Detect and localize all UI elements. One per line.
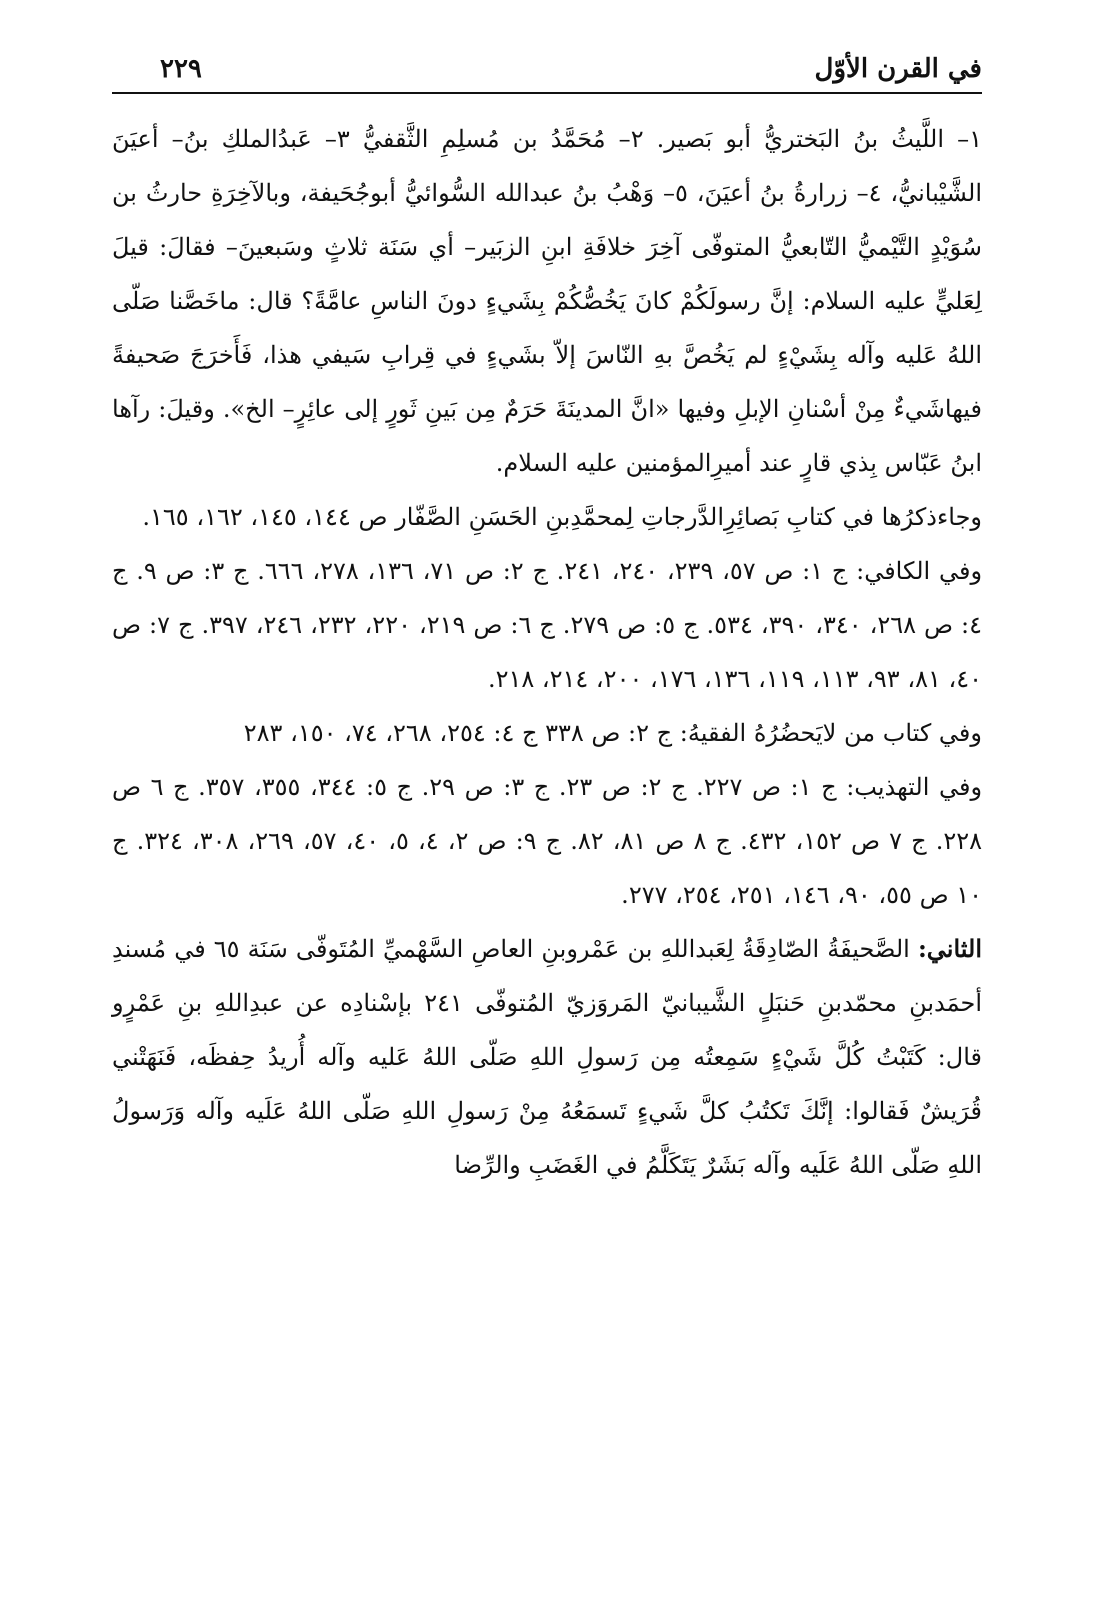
second-lead: الثاني: bbox=[917, 934, 983, 963]
running-title: في القرن الأوّل bbox=[814, 54, 982, 84]
page-number: ٢٢٩ bbox=[160, 54, 202, 84]
paragraph-tahdhib: وفي التهذيب: ج ١: ص ٢٢٧. ج ٢: ص ٢٣. ج ٣: ص ٢٩. ج ٥: ٣٤٤، ٣٥٥، ٣٥٧. ج ٦ ص ٢٢٨. ج ٧ ص ١٥٢، ٤٣٢. ج ٨ ص ٨١، ٨٢. ج ٩: ص ٢، ٤، ٥، ٤٠، ٥٧، ٢٦٩، ٣٠٨، ٣٢٤. ج ١٠ ص ٥٥، ٩٠، ١٤٦، ٢٥١، ٢٥٤، ٢٧٧. bbox=[112, 773, 983, 909]
paragraph-second-sahifa bbox=[112, 922, 982, 1192]
page-body bbox=[112, 112, 982, 1192]
paragraph-kafi: وفي الكافي: ج ١: ص ٥٧، ٢٣٩، ٢٤٠، ٢٤١. ج ٢: ص ٧١، ١٣٦، ٢٧٨، ٦٦٦. ج ٣: ص ٩. ج ٤: ص ٢٦٨، ٣٤٠، ٣٩٠، ٥٣٤. ج ٥: ص ٢٧٩. ج ٦: ص ٢١٩، ٢٢٠، ٢٣٢، ٢٤٦، ٣٩٧. ج ٧: ص ٤٠، ٨١، ٩٣، ١١٣، ١١٩، ١٣٦، ١٧٦، ٢٠٠، ٢١٤، ٢١٨. bbox=[112, 557, 983, 693]
paragraph-basair: وجاءذكرُها في كتابِ بَصائِرِالدَّرجاتِ لِمحمَّدِبنِ الحَسَنِ الصَّفّار ص ١٤٤، ١٤٥، ١٦٢، ١٦٥. bbox=[142, 503, 982, 531]
second-text: الصَّحيفَةُ الصّادِقَةُ لِعَبداللهِ بن عَمْروبنِ العاصِ السَّهْميِّ المُتَوفّى سَنَة ٦٥ في مُسندِ أحمَدبنِ محمّدبنِ حَنبَلٍ الشَّيبانيّ المَروَزيّ المُتوفّى ٢٤١ بإسْنادِه عن عبدِاللهِ بنِ عَمْرٍو قال: كَتَبْتُ كُلَّ شَيْءٍ سَمِعتُه مِن رَسولِ اللهِ صَلّى اللهُ عَليه وآله أُريدُ حِفظَه، فَنَهَتْني قُرَيشٌ فَقالوا: إنَّكَ تَكتُبُ كلَّ شَيءٍ تَسمَعُهُ مِنْ رَسولِ اللهِ صَلّى اللهُ عَلَيه وآله وَرَسولُ اللهِ صَلّى اللهُ عَلَيه وآله بَشَرٌ يَتَكَلَّمُ في الغَضَبِ والرِّضا bbox=[112, 935, 982, 1179]
page-header bbox=[112, 48, 982, 94]
paragraph-faqih: وفي كتاب من لايَحضُرُهُ الفقيهُ: ج ٢: ص ٣٣٨ ج ٤: ٢٥٤، ٢٦٨، ٧٤، ١٥٠، ٢٨٣ bbox=[243, 719, 982, 747]
paragraph-list-of-narrators: ١– اللَّيثُ بنُ البَختريُّ أبو بَصير. ٢– مُحَمَّدُ بن مُسلِمِ الثَّقفيُّ ٣– عَبدُالملكِ بنُ– أعيَنَ الشَّيْبانيُّ، ٤– زرارةُ بنُ أعيَنَ، ٥– وَهْبُ بنُ عبدالله السُّوائيُّ أبوجُحَيفة، وبالآخِرَةِ حارثُ بن سُوَيْدٍ التَّيْميُّ التّابعيُّ المتوفّى آخِرَ خلافَةِ ابنِ الزبَير– أي سَنَة ثلاثٍ وسَبعينَ– فقالَ: قيلَ لِعَليٍّ عليه السلام: إنَّ رسولَكُمْ كانَ يَخُصُّكُمْ بِشَيءٍ دونَ الناسِ عامَّةً؟ قال: ماخَصَّنا صَلّى اللهُ عَليه وآله بِشَيْءٍ لم يَخُصَّ بهِ النّاسَ إلاّ بشَيءٍ في قِرابِ سَيفي هذا، فَأَخرَجَ صَحيفةً فيهاشَيءٌ مِنْ أسْنانِ الإبلِ وفيها «انَّ المدينَةَ حَرَمٌ مِن بَينِ ثَورٍ إلى عائِرٍ– الخ». وقيلَ: رآها ابنُ عَبّاس بِذي قارٍ عند أميرِالمؤمنين عليه السلام. bbox=[112, 125, 983, 477]
header-rule bbox=[112, 92, 982, 94]
